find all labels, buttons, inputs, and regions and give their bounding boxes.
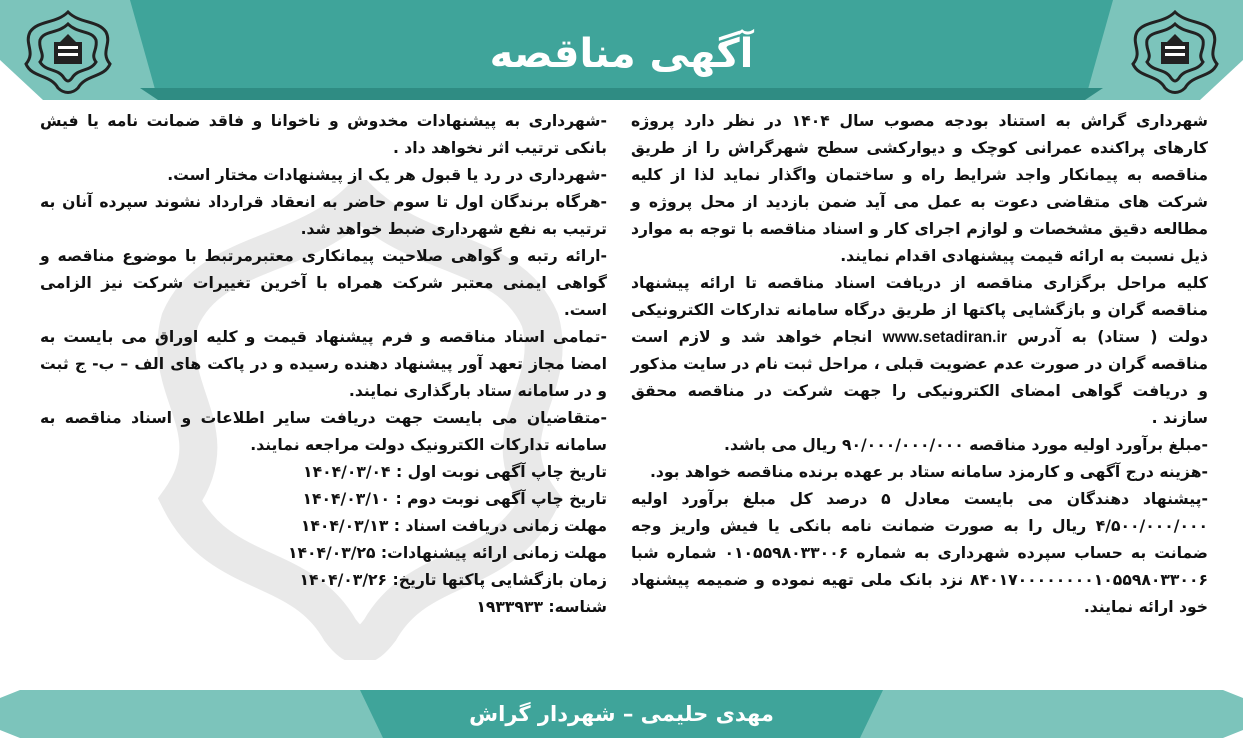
setad-text-after: انجام خواهد شد و لازم است مناقصه گران در صورت عدم عضویت قبلی ، مراحل ثبت نام در سایت مذکور و دریافت گواهی امضای الکترونیکی را جهت شرکت در مناقصه محقق سازند . — [631, 328, 1208, 427]
condition-item: -هرگاه برندگان اول تا سوم حاضر به انعقاد قرارداد نشوند سپرده آنان به ترتیب به نفع شهرداری ضبط خواهد شد. — [40, 193, 607, 238]
ad-cost-item: -هزینه درج آگهی و کارمزد سامانه ستاد بر عهده برنده مناقصه خواهد بود. — [649, 463, 1208, 481]
intro-paragraph: شهرداری گراش به استناد بودجه مصوب سال ۱۴۰۴ در نظر دارد پروژه کارهای پراکنده عمرانی کوچک و دیوارکشی سطح شهرگراش را از طریق مناقصه به پیمانکار واجد شرایط راه و ساختمان واگذار نماید لذا از کلیه شرکت های متقاضی دعوت به عمل می آید ضمن بازدید از محل پروژه و مطالعه دقیق مشخصات و لوازم اجرای کار و اسناد مناقصه با توجه به موارد ذیل نسبت به ارائه قیمت پیشنهادی اقدام نمایند. — [631, 112, 1208, 265]
page-title: آگهی مناقصه — [489, 31, 754, 77]
guarantee-item: -پیشنهاد دهندگان می بایست معادل ۵ درصد کل مبلغ برآورد اولیه ۴/۵۰۰/۰۰۰/۰۰۰ ریال را به صورت ضمانت نامه بانکی یا فیش واریز وجه ضمانت به حساب سپرده شهرداری به شماره ۰۱۰۵۵۹۸۰۳۳۰۰۶ شماره شبا ۸۴۰۱۷۰۰۰۰۰۰۰۰۱۰۵۵۹۸۰۳۳۰۰۶ نزد بانک ملی تهیه نموده و ضمیمه پیشنهاد خود ارائه نمایند. — [631, 490, 1208, 616]
date-line: مهلت زمانی دریافت اسناد : ۱۴۰۴/۰۳/۱۳ — [300, 517, 607, 535]
condition-item: -شهرداری به پیشنهادات مخدوش و ناخوانا و فاقد ضمانت نامه یا فیش بانکی ترتیب اثر نخواهد داد . — [40, 112, 607, 157]
municipality-logo-icon — [1127, 8, 1223, 96]
condition-item: -ارائه رتبه و گواهی صلاحیت پیمانکاری معتبرمرتبط با موضوع مناقصه و گواهی ایمنی معتبر شرکت همراه با آخرین تغییرات شرکت نیز الزامی است. — [40, 247, 607, 319]
condition-item: -متقاضیان می بایست جهت دریافت سایر اطلاعات و اسناد مناقصه به سامانه تدارکات الکترونیک دولت مراجعه نمایند. — [40, 409, 607, 454]
setad-text-before: کلیه مراحل برگزاری مناقصه از دریافت اسناد مناقصه تا ارائه پیشنهاد مناقصه گران و بازگشایی پاکتها از طریق درگاه سامانه تدارکات الکترونیکی دولت ( ستاد) به آدرس — [631, 274, 1209, 346]
right-column — [631, 108, 1208, 621]
date-line: تاریخ چاپ آگهی نوبت اول : ۱۴۰۴/۰۳/۰۴ — [303, 463, 607, 481]
condition-item: -تمامی اسناد مناقصه و فرم پیشنهاد قیمت و کلیه اوراق می بایست به امضا مجاز تعهد آور پیشنهاد دهنده رسیده و در پاکت های الف – ب- ج ثبت و در سامانه ستاد بارگذاری نمایند. — [40, 328, 607, 400]
mayor-signature: مهدی حلیمی – شهردار گراش — [469, 702, 774, 726]
condition-item: -شهرداری در رد یا قبول هر یک از پیشنهادات مختار است. — [167, 166, 607, 184]
setad-url-link[interactable]: www.setadiran.ir — [882, 329, 1007, 346]
left-column — [40, 108, 607, 621]
estimate-item: -مبلغ برآورد اولیه مورد مناقصه ۹۰/۰۰۰/۰۰۰/۰۰۰ ریال می باشد. — [724, 436, 1208, 454]
date-line: مهلت زمانی ارائه پیشنهادات: ۱۴۰۴/۰۳/۲۵ — [287, 544, 607, 562]
date-line: تاریخ چاپ آگهی نوبت دوم : ۱۴۰۴/۰۳/۱۰ — [302, 490, 607, 508]
setad-paragraph — [631, 270, 1208, 432]
footer-banner — [0, 690, 1243, 738]
date-line: زمان بازگشایی پاکتها تاریخ: ۱۴۰۴/۰۳/۲۶ — [299, 571, 607, 589]
notice-id: شناسه: ۱۹۳۳۹۳۳ — [476, 598, 607, 616]
header-banner — [0, 0, 1243, 102]
municipality-logo-icon — [20, 8, 116, 96]
